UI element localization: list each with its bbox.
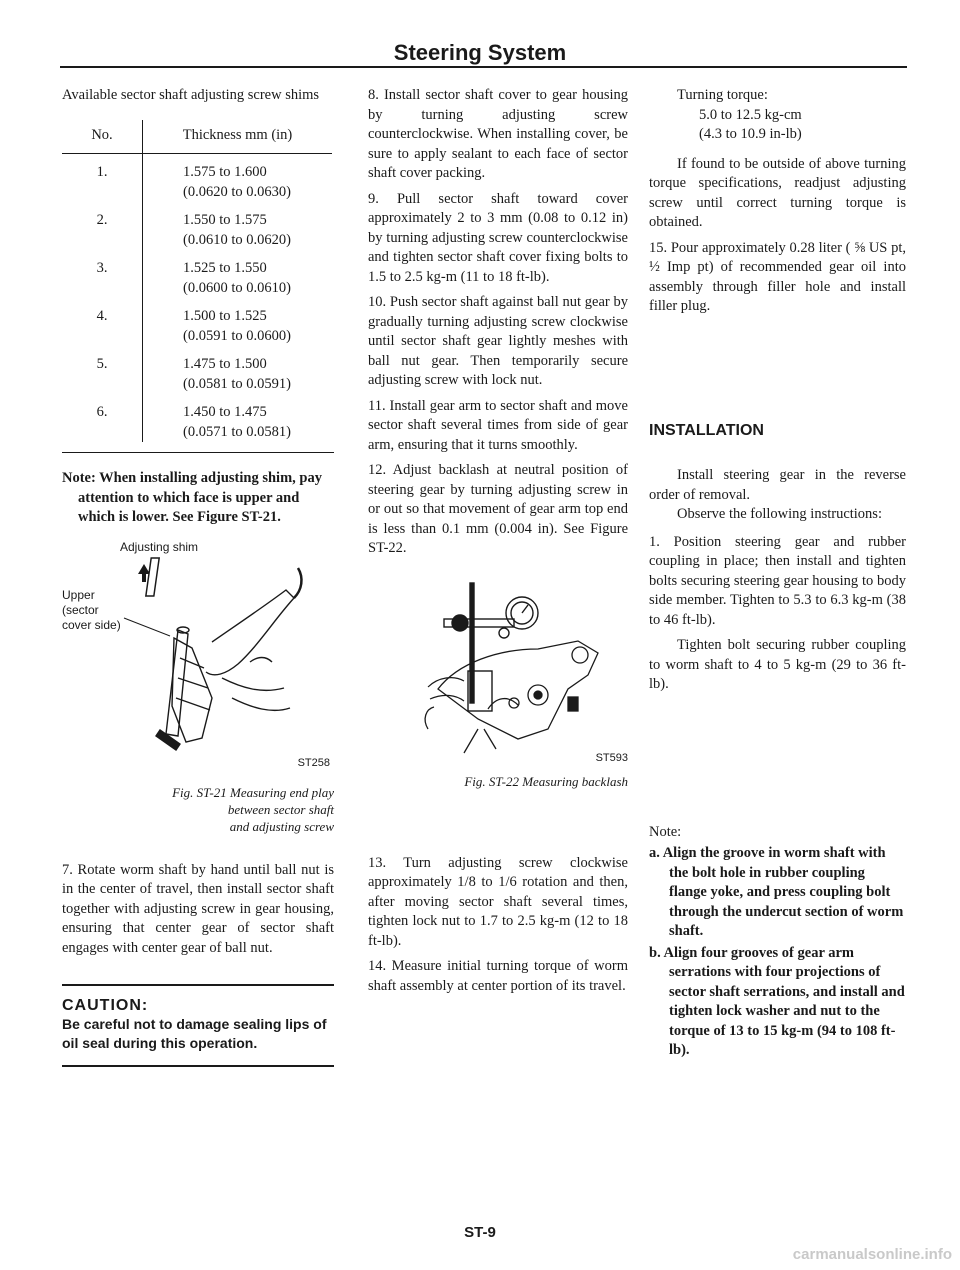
- step-10: 10. Push sector shaft against ball nut gear by gradually turning adjusting screw clockwise until sector shaft gear lightly meshes with ball nut gear. Then temporarily secure adjusting screw with lock nut.: [368, 294, 628, 388]
- shim-icon: [146, 558, 159, 596]
- step-11: 11. Install gear arm to sector shaft and move sector shaft several times from side of gear arm, ensuring that it turns smoothly.: [368, 397, 628, 453]
- fig21-label-sector: (sector: [62, 602, 99, 617]
- step-15: 15. Pour approximately 0.28 liter ( ⅝ US pt, ½ Imp pt) of recommended gear oil into assembly through filler hole and install filler plug.: [649, 239, 906, 314]
- shim-table-row: [62, 394, 332, 442]
- caution-title: CAUTION:: [62, 997, 149, 1014]
- sector-shaft-icon: [156, 627, 212, 750]
- fig22-caption: Fig. ST-22 Measuring backlash: [464, 773, 628, 789]
- shim-intro: Available sector shaft adjusting screw shims: [62, 87, 320, 103]
- shim-thickness-mm: 1.550 to 1.575: [183, 212, 267, 228]
- header-no: No.: [62, 120, 143, 154]
- installation-note-label: Note:: [649, 823, 682, 840]
- shim-thickness: [143, 346, 333, 394]
- shim-no: 2.: [62, 202, 143, 250]
- shim-table-row: [62, 154, 332, 203]
- column-middle: [368, 86, 628, 1002]
- shim-thickness-mm: 1.450 to 1.475: [183, 404, 267, 420]
- hand-icon: [428, 677, 464, 700]
- shim-thickness-in: (0.0591 to 0.0600): [183, 327, 291, 344]
- shim-table-row: [62, 250, 332, 298]
- page-header-title: Steering System: [393, 40, 567, 65]
- installation-heading: INSTALLATION: [649, 421, 764, 439]
- torque-value-metric: 5.0 to 12.5 kg-cm: [699, 106, 802, 123]
- shim-thickness: [143, 202, 333, 250]
- figure-st22: [368, 579, 628, 764]
- shim-thickness-in: (0.0571 to 0.0581): [183, 423, 291, 440]
- shim-thickness-mm: 1.525 to 1.550: [183, 260, 267, 276]
- page-number: ST-9: [464, 1224, 496, 1241]
- watermark: carmanualsonline.info: [792, 1246, 952, 1263]
- torque-value-imperial: (4.3 to 10.9 in-lb): [699, 126, 802, 142]
- installation-note-a: a. Align the groove in worm shaft with the bolt hole in rubber coupling flange yoke, and press coupling bolt through the undercut section of worm shaft.: [649, 845, 904, 939]
- shim-table-header: [62, 120, 332, 154]
- installation-step-1b: Tighten bolt securing rubber coupling to worm shaft to 4 to 5 kg-m (29 to 36 ft-lb).: [649, 637, 906, 692]
- caution-text: Be careful not to damage sealing lips of oil seal during this operation.: [62, 1016, 327, 1051]
- shim-thickness-in: (0.0610 to 0.0620): [183, 231, 291, 248]
- shim-thickness-in: (0.0600 to 0.0610): [183, 279, 291, 296]
- shim-no: 5.: [62, 346, 143, 394]
- shim-thickness: [143, 154, 333, 203]
- fig21-illustration: [62, 538, 334, 778]
- dial-gauge-stand-icon: [444, 583, 538, 711]
- fig21-caption-line2: between sector shaft: [227, 801, 334, 817]
- installation-note: [649, 823, 906, 1061]
- shim-table-row: [62, 346, 332, 394]
- fig21-label-cover: cover side): [62, 617, 121, 632]
- fig21-caption-line1: Fig. ST-21 Measuring end play: [172, 784, 334, 800]
- shim-table-wrap: [62, 120, 334, 454]
- shim-no: 6.: [62, 394, 143, 442]
- installation-intro: Install steering gear in the reverse order of removal.: [649, 467, 906, 503]
- fig21-label-upper: Upper: [62, 587, 95, 602]
- fig21-code: ST258: [297, 756, 330, 769]
- figure-st21: [62, 538, 334, 778]
- steering-gear-housing-icon: [425, 641, 598, 753]
- shim-note: [62, 469, 334, 528]
- shim-thickness: [143, 250, 333, 298]
- torque-label: Turning torque:: [677, 87, 768, 103]
- fig21-caption-line3: and adjusting screw: [229, 818, 334, 834]
- shim-thickness-in: (0.0620 to 0.0630): [183, 183, 291, 200]
- caution-box: [62, 984, 334, 1067]
- shim-table-row: [62, 202, 332, 250]
- header-rule: [60, 66, 907, 68]
- installation-step-1: 1. Position steering gear and rubber coupling in place; then install and tighten bolts securing steering gear housing to body side member. Tighten to 5.3 to 6.3 kg-m (38 to 46 ft-lb).: [649, 533, 906, 628]
- step-12: 12. Adjust backlash at neutral position of steering gear by turning adjusting screw in or out so that movement of gear arm top end is less than 0.1 mm (0.004 in). See Figure ST-22.: [368, 462, 628, 556]
- shim-table: [62, 120, 332, 443]
- installation-note-b: b. Align four grooves of gear arm serrations with four projections of sector shaft serrations, and install and tighten lock washer and nut to the torque of 13 to 15 kg-m (94 to 108 ft-lb).: [649, 944, 905, 1058]
- step-7: 7. Rotate worm shaft by hand until ball nut is in the center of travel, then install sector shaft together with adjusting screw in gear housing, ensuring that center gear of sector shaft engages with center gear of ball nut.: [62, 861, 334, 956]
- shim-no: 3.: [62, 250, 143, 298]
- step-13: 13. Turn adjusting screw clockwise approximately 1/8 to 1/6 rotation and then, after moving sector shaft several times, tighten lock nut to 1.7 to 2.5 kg-m (12 to 18 ft-lb).: [368, 854, 628, 949]
- shim-thickness-mm: 1.475 to 1.500: [183, 356, 267, 372]
- fig22-code: ST593: [595, 751, 628, 764]
- torque-spec: [649, 106, 906, 145]
- shim-thickness: [143, 298, 333, 346]
- shim-no: 1.: [62, 154, 143, 203]
- step-8: 8. Install sector shaft cover to gear housing by turning adjusting screw counterclockwise. When installing cover, be sure to apply sealant to each face of sector shaft cover packing.: [368, 87, 628, 181]
- column-right: [649, 86, 906, 1063]
- shim-thickness: [143, 394, 333, 442]
- shim-note-text: Note: When installing adjusting shim, pay attention to which face is upper and which is lower. See Figure ST-21.: [62, 470, 322, 525]
- column-left: [62, 86, 334, 1067]
- installation-observe: Observe the following instructions:: [677, 506, 882, 522]
- shim-no: 4.: [62, 298, 143, 346]
- torque-paragraph: If found to be outside of above turning torque specifications, readjust adjusting screw until correct turning torque is obtained.: [649, 155, 906, 230]
- header-thickness: Thickness mm (in): [143, 120, 333, 154]
- step-9: 9. Pull sector shaft toward cover approximately 2 to 3 mm (0.08 to 0.12 in) by turning adjusting screw counterclockwise and tighten sector shaft cover fixing bolts to 1.5 to 2.5 kg-m (11 to 18 ft-lb).: [368, 190, 628, 285]
- hand-icon: [206, 568, 301, 710]
- fig22-illustration: [368, 579, 628, 759]
- shim-thickness-in: (0.0581 to 0.0591): [183, 375, 291, 392]
- shim-thickness-mm: 1.575 to 1.600: [183, 164, 267, 180]
- shim-thickness-mm: 1.500 to 1.525: [183, 308, 267, 324]
- fig21-caption: [62, 784, 334, 835]
- step-14: 14. Measure initial turning torque of worm shaft assembly at center portion of its travel.: [368, 958, 628, 994]
- fig21-label-adjusting-shim: Adjusting shim: [120, 539, 199, 554]
- shim-table-row: [62, 298, 332, 346]
